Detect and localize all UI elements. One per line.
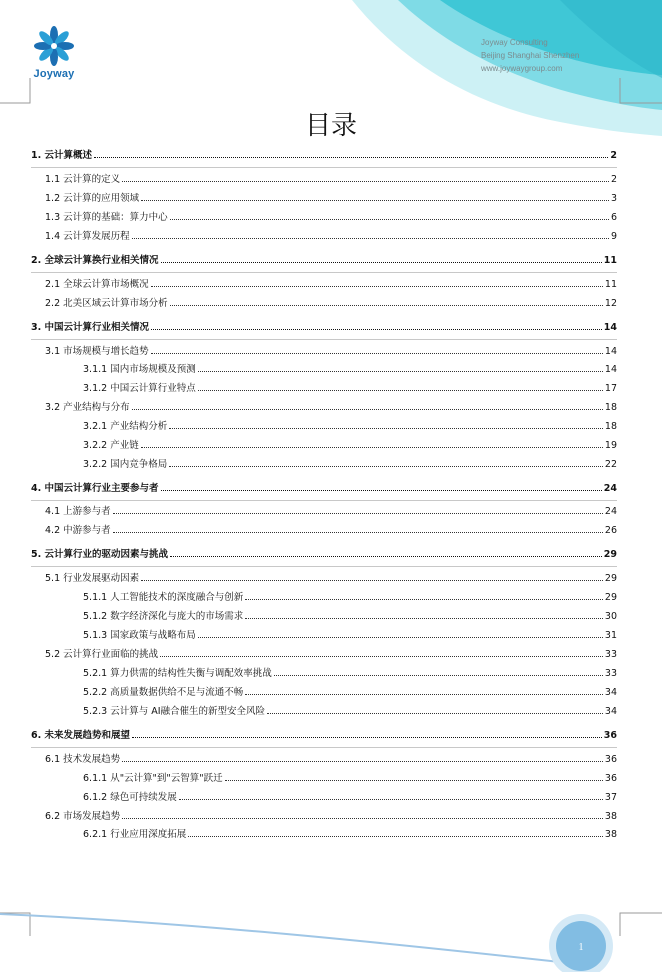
toc-section-entry[interactable] <box>31 229 617 245</box>
toc-entry-page: 24 <box>603 483 617 494</box>
toc-dot-leader <box>198 637 603 638</box>
toc-entry-page: 19 <box>604 440 617 451</box>
toc-entry-label: 5.2 云计算行业面临的挑战 <box>45 649 159 660</box>
company-website[interactable]: www.joywaygroup.com <box>481 64 563 73</box>
toc-entry-page: 2 <box>610 174 617 185</box>
toc-entry-label: 1. 云计算概述 <box>31 150 93 161</box>
toc-entry-label: 5.2.2 高质量数据供给不足与流通不畅 <box>83 687 244 698</box>
toc-entry-page: 36 <box>604 754 617 765</box>
company-cities: Beijing Shanghai Shenzhen <box>481 51 580 60</box>
toc-entry-label: 5.2.1 算力供需的结构性失衡与调配效率挑战 <box>83 668 272 679</box>
toc-entry-label: 6.2.1 行业应用深度拓展 <box>83 829 187 840</box>
toc-entry-page: 38 <box>604 829 617 840</box>
toc-subsection-entry[interactable] <box>31 666 617 682</box>
joyway-logo-icon <box>32 24 76 68</box>
toc-section-entry[interactable] <box>31 172 617 188</box>
toc-dot-leader <box>161 262 602 263</box>
toc-dot-leader <box>132 737 602 738</box>
toc-dot-leader <box>245 694 603 695</box>
toc-dot-leader <box>122 761 603 762</box>
toc-dot-leader <box>132 409 603 410</box>
toc-chapter-entry[interactable] <box>31 481 617 497</box>
toc-entry-page: 26 <box>604 525 617 536</box>
toc-chapter-entry[interactable] <box>31 547 617 563</box>
toc-dot-leader <box>151 353 603 354</box>
toc-dot-leader <box>225 780 603 781</box>
toc-entry-page: 2 <box>610 150 617 161</box>
corner-mark-top-left <box>0 78 40 108</box>
toc-entry-label: 3.1 市场规模与增长趋势 <box>45 346 149 357</box>
toc-entry-label: 5.1.1 人工智能技术的深度融合与创新 <box>83 592 244 603</box>
toc-entry-page: 3 <box>610 193 617 204</box>
toc-entry-label: 5.1 行业发展驱动因素 <box>45 573 140 584</box>
toc-section-entry[interactable] <box>31 344 617 360</box>
toc-entry-label: 2. 全球云计算换行业相关情况 <box>31 255 159 266</box>
toc-dot-leader <box>141 447 603 448</box>
toc-entry-page: 14 <box>604 364 617 375</box>
toc-section-entry[interactable] <box>31 571 617 587</box>
toc-entry-label: 1.2 云计算的应用领域 <box>45 193 140 204</box>
chapter-separator-line <box>31 500 617 501</box>
toc-section-entry[interactable] <box>31 752 617 768</box>
toc-dot-leader <box>267 713 603 714</box>
toc-dot-leader <box>170 219 609 220</box>
toc-dot-leader <box>169 466 603 467</box>
toc-entry-page: 34 <box>604 706 617 717</box>
toc-chapter-entry[interactable] <box>31 148 617 164</box>
toc-dot-leader <box>170 305 603 306</box>
toc-chapter-entry[interactable] <box>31 253 617 269</box>
toc-section-entry[interactable] <box>31 523 617 539</box>
toc-entry-label: 1.4 云计算发展历程 <box>45 231 130 242</box>
toc-dot-leader <box>141 200 609 201</box>
toc-entry-page: 17 <box>604 383 617 394</box>
toc-subsection-entry[interactable] <box>31 771 617 787</box>
toc-dot-leader <box>198 371 603 372</box>
toc-section-entry[interactable] <box>31 296 617 312</box>
toc-dot-leader <box>161 490 602 491</box>
toc-entry-label: 1.1 云计算的定义 <box>45 174 121 185</box>
toc-entry-label: 6.1.1 从"云计算"到"云智算"跃迁 <box>83 773 223 784</box>
toc-subsection-entry[interactable] <box>31 685 617 701</box>
toc-dot-leader <box>151 329 602 330</box>
chapter-separator-line <box>31 272 617 273</box>
company-info <box>481 36 641 75</box>
toc-chapter-entry[interactable] <box>31 728 617 744</box>
toc-entry-page: 24 <box>604 506 617 517</box>
toc-subsection-entry[interactable] <box>31 438 617 454</box>
toc-entry-page: 38 <box>604 811 617 822</box>
toc-entry-label: 5.1.2 数字经济深化与庞大的市场需求 <box>83 611 244 622</box>
toc-entry-page: 12 <box>604 298 617 309</box>
toc-dot-leader <box>113 532 603 533</box>
toc-entry-label: 3.2.2 国内竞争格局 <box>83 459 168 470</box>
toc-subsection-entry[interactable] <box>31 704 617 720</box>
toc-section-entry[interactable] <box>31 210 617 226</box>
toc-entry-page: 6 <box>610 212 617 223</box>
chapter-separator-line <box>31 167 617 168</box>
toc-entry-label: 5.1.3 国家政策与战略布局 <box>83 630 196 641</box>
toc-entry-label: 5. 云计算行业的驱动因素与挑战 <box>31 549 169 560</box>
chapter-separator-line <box>31 339 617 340</box>
toc-dot-leader <box>179 799 603 800</box>
toc-entry-label: 2.2 北美区域云计算市场分析 <box>45 298 168 309</box>
corner-mark-top-right <box>612 78 662 108</box>
toc-entry-label: 3.2.2 产业链 <box>83 440 139 451</box>
toc-entry-page: 34 <box>604 687 617 698</box>
toc-section-entry[interactable] <box>31 504 617 520</box>
toc-entry-label: 2.1 全球云计算市场概况 <box>45 279 149 290</box>
toc-entry-label: 3.2 产业结构与分布 <box>45 402 130 413</box>
toc-dot-leader <box>170 556 602 557</box>
toc-entry-page: 29 <box>604 573 617 584</box>
toc-subsection-entry[interactable] <box>31 827 617 843</box>
toc-entry-page: 36 <box>604 773 617 784</box>
toc-entry-label: 4. 中国云计算行业主要参与者 <box>31 483 159 494</box>
toc-subsection-entry[interactable] <box>31 362 617 378</box>
toc-entry-label: 6. 未来发展趋势和展望 <box>31 730 131 741</box>
toc-entry-page: 11 <box>603 255 617 266</box>
toc-entry-page: 30 <box>604 611 617 622</box>
chapter-separator-line <box>31 566 617 567</box>
toc-section-entry[interactable] <box>31 277 617 293</box>
toc-dot-leader <box>151 286 603 287</box>
toc-entry-label: 4.2 中游参与者 <box>45 525 111 536</box>
toc-subsection-entry[interactable] <box>31 457 617 473</box>
toc-entry-page: 29 <box>604 592 617 603</box>
toc-chapter-entry[interactable] <box>31 320 617 336</box>
page-number: 1 <box>578 942 584 953</box>
toc-subsection-entry[interactable] <box>31 381 617 397</box>
toc-entry-page: 14 <box>604 346 617 357</box>
logo-text: Joyway <box>33 68 75 80</box>
toc-entry-page: 36 <box>603 730 617 741</box>
toc-entry-page: 9 <box>610 231 617 242</box>
toc-entry-label: 3.2.1 产业结构分析 <box>83 421 168 432</box>
toc-dot-leader <box>169 428 603 429</box>
toc-dot-leader <box>122 181 609 182</box>
toc-subsection-entry[interactable] <box>31 609 617 625</box>
toc-entry-label: 5.2.3 云计算与 AI融合催生的新型安全风险 <box>83 706 266 717</box>
toc-dot-leader <box>141 580 603 581</box>
toc-dot-leader <box>245 618 603 619</box>
toc-subsection-entry[interactable] <box>31 628 617 644</box>
toc-entry-page: 37 <box>604 792 617 803</box>
chapter-separator-line <box>31 747 617 748</box>
toc-entry-page: 18 <box>604 402 617 413</box>
toc-dot-leader <box>198 390 603 391</box>
toc-dot-leader <box>122 818 603 819</box>
toc-entry-page: 31 <box>604 630 617 641</box>
logo-center <box>51 43 57 49</box>
company-name: Joyway Consulting <box>481 38 548 47</box>
toc-entry-page: 33 <box>604 668 617 679</box>
toc-entry-page: 11 <box>604 279 617 290</box>
toc-dot-leader <box>113 513 603 514</box>
toc-entry-label: 4.1 上游参与者 <box>45 506 111 517</box>
toc-section-entry[interactable] <box>31 647 617 663</box>
toc-dot-leader <box>132 238 609 239</box>
toc-title: 目录 <box>304 111 357 141</box>
toc-entry-label: 3.1.1 国内市场规模及预测 <box>83 364 196 375</box>
toc-entry-label: 6.1 技术发展趋势 <box>45 754 121 765</box>
toc-entry-page: 14 <box>603 322 617 333</box>
toc-entry-label: 6.2 市场发展趋势 <box>45 811 121 822</box>
toc-entry-page: 22 <box>604 459 617 470</box>
toc-dot-leader <box>94 157 608 158</box>
toc-entry-label: 6.1.2 绿色可持续发展 <box>83 792 177 803</box>
toc-subsection-entry[interactable] <box>31 590 617 606</box>
toc-subsection-entry[interactable] <box>31 419 617 435</box>
toc-section-entry[interactable] <box>31 809 617 825</box>
toc-entry-label: 1.3 云计算的基础：算力中心 <box>45 212 168 223</box>
toc-entry-page: 33 <box>604 649 617 660</box>
toc-subsection-entry[interactable] <box>31 790 617 806</box>
toc-section-entry[interactable] <box>31 191 617 207</box>
toc-dot-leader <box>274 675 603 676</box>
toc-entry-label: 3.1.2 中国云计算行业特点 <box>83 383 196 394</box>
toc-entry-label: 3. 中国云计算行业相关情况 <box>31 322 150 333</box>
toc-dot-leader <box>160 656 603 657</box>
toc-entry-page: 29 <box>603 549 617 560</box>
toc-dot-leader <box>188 836 603 837</box>
toc-section-entry[interactable] <box>31 400 617 416</box>
toc-entry-page: 18 <box>604 421 617 432</box>
toc-dot-leader <box>245 599 603 600</box>
